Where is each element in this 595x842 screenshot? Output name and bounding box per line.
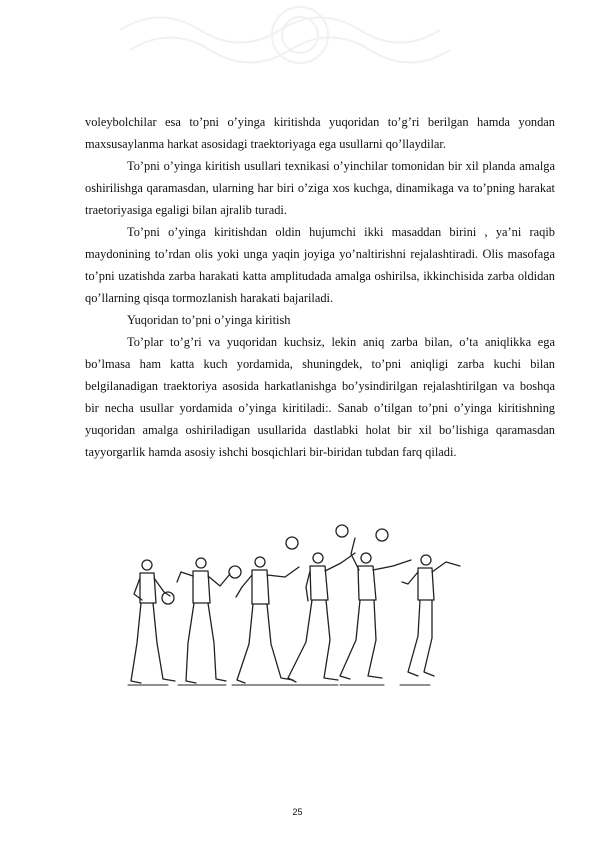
subheading-serve-from-above: Yuqoridan to’pni o’yinga kiritish bbox=[127, 313, 291, 327]
player-figure-5 bbox=[340, 538, 411, 679]
player-figure-4 bbox=[288, 553, 355, 682]
ball-4 bbox=[336, 525, 348, 537]
paragraph-2: To’pni o’yinga kiritish usullari texnikasi o’yinchilar tomonidan bir xil planda amalga oshirilishga qaramasdan, ularning har biri o’ziga xos kuchga, dinamikaga va to’pning harakat traetoriyasiga egaligi bilan ajralib turadi. bbox=[85, 159, 555, 217]
player-figure-1 bbox=[131, 560, 175, 683]
paragraph-5: To’plar to’g’ri va yuqoridan kuchsiz, lekin aniq zarba bilan, o’ta aniqlikka ega bo’lmasa ham katta kuch yordamida, shuningdek, to’pni aniqligi zarba kuchi bilan belgilanadigan traektoriya asosida harkatlanishga bo’ysindirilgan rejalashtirilgan va boshqa bir necha usullar yordamida o’yinga kiritiladi:. Sanab o’tilgan to’pni o’yinga kiritishning yuqoridan amalga oshiriladigan usullarida dastlabki holat bir xil bo’lishiga qaramasdan tayyorgarlik hamda asosiy ishchi bosqichlari bir-biridan tubdan farq qiladi. bbox=[85, 335, 555, 459]
page-number: 25 bbox=[292, 807, 303, 817]
paragraph-1: voleybolchilar esa to’pni o’yinga kiritishda yuqoridan to’g’ri berilgan hamda yondan maxsusaylanma harkat asosidagi traektoriyaga ega usullarni qo’llaydilar. bbox=[85, 115, 555, 151]
player-figure-3 bbox=[236, 557, 299, 683]
serve-sequence-illustration bbox=[120, 518, 470, 693]
paragraph-3: To’pni o’yinga kiritishdan oldin hujumchi ikki masaddan birini , ya’ni raqib maydonining to’rdan olis yoki unga yaqin joyiga yo’naltirishni rejalashtiradi. Olis masofaga to’pni uzatishda zarba harakati katta amplitudada amalga oshirilsa, ikkinchisida zarba oldidan qo’llarning qisqa tormozlanish harakati bajariladi. bbox=[85, 225, 555, 305]
player-figure-6 bbox=[402, 555, 460, 676]
ball-2 bbox=[229, 566, 241, 578]
body-text bbox=[85, 111, 555, 463]
ball-5 bbox=[376, 529, 388, 541]
ball-3 bbox=[286, 537, 298, 549]
ball-1 bbox=[162, 592, 174, 604]
player-figure-2 bbox=[177, 558, 230, 683]
